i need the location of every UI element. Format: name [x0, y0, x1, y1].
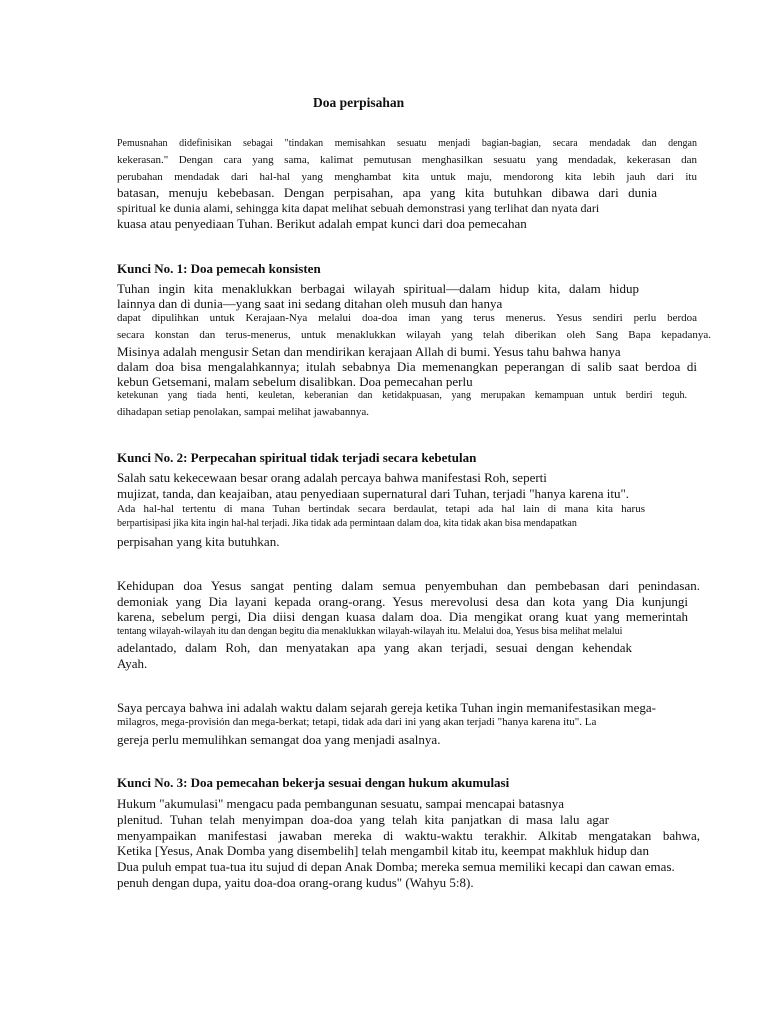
text-line: Ada hal-hal tertentu di mana Tuhan bertindak secara berdaulat, tetapi ada hal lain di mana kita harus	[117, 503, 645, 515]
text-line: Pemusnahan didefinisikan sebagai "tindakan memisahkan sesuatu menjadi bagian-bagian, secara mendadak dan dengan	[117, 138, 697, 149]
text-line: plenitud. Tuhan telah menyimpan doa-doa yang telah kita panjatkan di masa lalu agar	[117, 812, 609, 827]
text-line: ketekunan yang tiada henti, keuletan, keberanian dan ketidakpuasan, yang merupakan kemampuan untuk berdiri teguh.	[117, 390, 687, 401]
text-line: mujizat, tanda, dan keajaiban, atau penyediaan supernatural dari Tuhan, terjadi "hanya karena itu".	[117, 486, 630, 501]
text-line: perubahan mendadak dari hal-hal yang menghambat kita untuk maju, mendorong kita lebih jauh dari itu	[117, 171, 697, 183]
text-line: adelantado, dalam Roh, dan menyatakan apa yang akan terjadi, sesuai dengan kehendak	[117, 640, 632, 655]
text-line: berpartisipasi jika kita ingin hal-hal terjadi. Jika tidak ada permintaan dalam doa, kita tidak akan bisa mendapatkan	[117, 518, 577, 529]
text-line: Dua puluh empat tua-tua itu sujud di depan Anak Domba; mereka semua memiliki kecapi dan cawan emas.	[117, 859, 675, 874]
text-line: gereja perlu memulihkan semangat doa yang menjadi asalnya.	[117, 732, 441, 747]
text-line: Saya percaya bahwa ini adalah waktu dalam sejarah gereja ketika Tuhan ingin memanifestasikan mega-	[117, 700, 656, 715]
text-line: Hukum "akumulasi" mengacu pada pembangunan sesuatu, sampai mencapai batasnya	[117, 796, 565, 811]
text-line: menyampaikan manifestasi jawaban mereka di waktu-waktu terakhir. Alkitab mengatakan bahwa,	[117, 828, 700, 843]
section-heading: Kunci No. 1: Doa pemecah konsisten	[117, 261, 321, 276]
text-line: demoniak yang Dia layani kepada orang-orang. Yesus merevolusi desa dan kota yang Dia kunjungi	[117, 594, 688, 609]
text-line: batasan, menuju kebebasan. Dengan perpisahan, apa yang kita butuhkan dibawa dari dunia	[117, 185, 657, 200]
text-line: dapat dipulihkan untuk Kerajaan-Nya melalui doa-doa iman yang terus menerus. Yesus sendiri perlu berdoa	[117, 312, 697, 324]
text-line: Misinya adalah mengusir Setan dan mendirikan kerajaan Allah di bumi. Yesus tahu bahwa hanya	[117, 344, 621, 359]
section-heading: Kunci No. 2: Perpecahan spiritual tidak terjadi secara kebetulan	[117, 450, 477, 465]
text-line: spiritual ke dunia alami, sehingga kita dapat melihat sebuah demonstrasi yang terlihat dan nyata dari	[117, 201, 600, 215]
text-line: karena, sebelum pergi, Dia diisi dengan kuasa dalam doa. Dia mengikat orang kuat yang memerintah	[117, 609, 688, 624]
text-line: milagros, mega-provisión dan mega-berkat; tetapi, tidak ada dari ini yang akan terjadi "hanya karena itu". La	[117, 716, 597, 728]
text-line: kekerasan." Dengan cara yang sama, kalimat pemutusan menghasilkan sesuatu yang mendadak, kekerasan dan	[117, 154, 697, 166]
section-heading: Kunci No. 3: Doa pemecahan bekerja sesuai dengan hukum akumulasi	[117, 775, 510, 790]
text-line: kebun Getsemani, malam sebelum disalibkan. Doa pemecahan perlu	[117, 374, 473, 389]
text-line: Ketika [Yesus, Anak Domba yang disembelih] telah mengambil kitab itu, keempat makhluk hidup dan	[117, 843, 649, 858]
text-line: dihadapan setiap penolakan, sampai melihat jawabannya.	[117, 406, 369, 418]
text-line: secara konstan dan terus-menerus, untuk menaklukkan wilayah yang telah diberikan oleh Sang Bapa kepadanya.	[117, 329, 711, 341]
text-line: Kehidupan doa Yesus sangat penting dalam semua penyembuhan dan pembebasan dari penindasan.	[117, 578, 700, 593]
text-line: Tuhan ingin kita menaklukkan berbagai wilayah spiritual—dalam hidup kita, dalam hidup	[117, 281, 639, 296]
document-title: Doa perpisahan	[313, 95, 405, 110]
text-line: Salah satu kekecewaan besar orang adalah percaya bahwa manifestasi Roh, seperti	[117, 470, 547, 485]
text-line: penuh dengan dupa, yaitu doa-doa orang-orang kudus" (Wahyu 5:8).	[117, 875, 474, 890]
text-line: perpisahan yang kita butuhkan.	[117, 534, 280, 549]
text-line: dalam doa bisa mengalahkannya; itulah sebabnya Dia memenangkan peperangan di salib saat berdoa di	[117, 359, 697, 374]
text-line: kuasa atau penyediaan Tuhan. Berikut adalah empat kunci dari doa pemecahan	[117, 216, 527, 231]
text-line: lainnya dan di dunia—yang saat ini sedang ditahan oleh musuh dan hanya	[117, 296, 503, 311]
text-line: Ayah.	[117, 656, 148, 671]
text-line: tentang wilayah-wilayah itu dan dengan begitu dia menaklukkan wilayah-wilayah itu. Melalui doa, Yesus bisa melihat melalui	[117, 626, 623, 637]
